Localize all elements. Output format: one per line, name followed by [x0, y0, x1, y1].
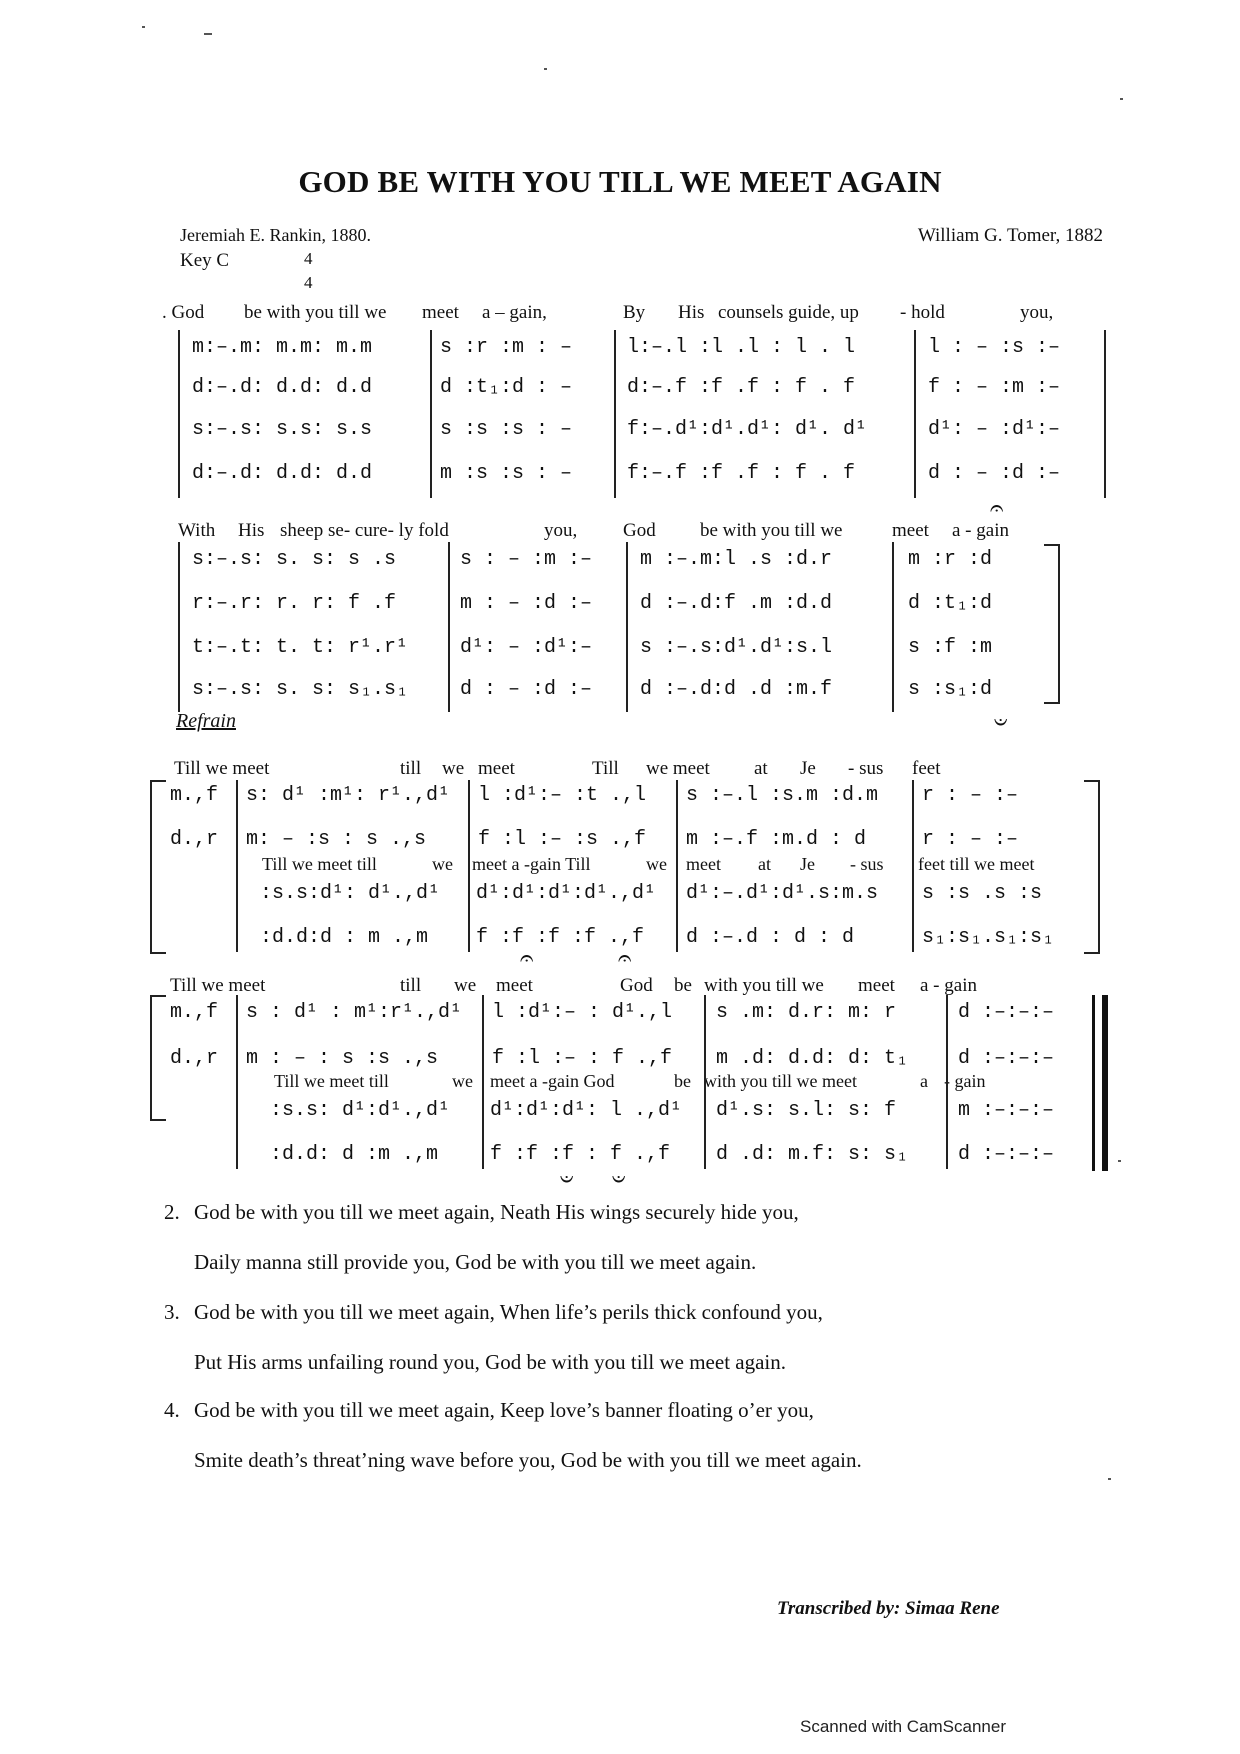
transcribed-credit: Transcribed by: Simaa Rene: [777, 1598, 1000, 1619]
composer-credit: William G. Tomer, 1882: [917, 225, 1103, 246]
lyric: Till we meet till: [262, 854, 377, 874]
lyric: counsels guide, up: [718, 302, 859, 323]
measure: l :d¹:– : d¹.,l: [492, 1001, 673, 1024]
barline: [676, 780, 678, 952]
barline: [430, 330, 432, 498]
measure: d¹.s: s.l: s: f: [716, 1099, 897, 1122]
lyric: - sus: [848, 758, 884, 779]
barline: [236, 780, 238, 952]
scan-speck: [1118, 1160, 1121, 1162]
lyric: feet till we meet: [918, 854, 1035, 874]
measure: d :–:–:–: [958, 1047, 1055, 1070]
measure: d :t₁:d : –: [440, 376, 573, 399]
lyric: we: [454, 975, 477, 996]
measure: s :s₁:d: [908, 678, 993, 701]
lyric: meet: [496, 975, 533, 996]
soprano-row: [0, 1001, 1240, 1031]
barline: [1104, 330, 1106, 498]
lyric: God: [620, 975, 653, 996]
measure: s :s .s :s: [922, 882, 1043, 905]
lyric: By: [623, 302, 646, 323]
scan-speck: [1120, 98, 1123, 100]
barline: [236, 995, 238, 1169]
lyric: be: [674, 975, 692, 996]
lyric: you,: [1020, 302, 1054, 323]
measure: l :d¹:– :t .,l: [478, 784, 647, 807]
lyric: Till we meet: [170, 975, 266, 996]
repeat-bracket: [1084, 780, 1100, 954]
measure: s :–.l :s.m :d.m: [686, 784, 879, 807]
measure: d :–.d:f .m :d.d: [640, 592, 833, 615]
verse-line: Put His arms unfailing round you, God be with you till we meet again.: [194, 1350, 786, 1374]
measure: s:–.s: s. s: s₁.s₁: [192, 678, 409, 701]
measure: s : – :m :–: [460, 548, 593, 571]
lyric: Till we meet: [174, 758, 270, 779]
lyrics-row: [0, 520, 1240, 546]
fermata-icon: 𝄐: [990, 494, 1004, 522]
measure: f :l :– :s .,f: [478, 828, 647, 851]
measure: m :–.m:l .s :d.r: [640, 548, 833, 571]
measure: t:–.t: t. t: r¹.r¹: [192, 636, 409, 659]
measure: r:–.r: r. r: f .f: [192, 592, 397, 615]
measure: d :–:–:–: [958, 1143, 1055, 1166]
barline: [912, 780, 914, 952]
scanner-watermark: Scanned with CamScanner: [800, 1717, 1007, 1736]
verse-number: 2.: [164, 1200, 180, 1224]
lyric: with you till we: [704, 975, 824, 996]
alto-row: [0, 376, 1240, 406]
measure: m.,f: [170, 1001, 219, 1024]
measure: d.,r: [170, 1047, 219, 1070]
soprano-row: [0, 336, 1240, 366]
verse-line: Daily manna still provide you, God be with you till we meet again.: [194, 1250, 757, 1274]
measure: f:–.d¹:d¹.d¹: d¹. d¹: [627, 418, 868, 441]
lyrics-row: [0, 302, 1240, 328]
lyric: . God: [162, 302, 205, 323]
barline: [704, 995, 706, 1169]
lyric: His: [238, 520, 265, 541]
lyric: be with you till we: [244, 302, 387, 323]
measure: d¹:–.d¹:d¹.s:m.s: [686, 882, 879, 905]
barline: [914, 330, 916, 498]
lyrics-row-middle: [0, 854, 1240, 880]
lyric: meet: [422, 302, 459, 323]
lyricist-credit: Jeremiah E. Rankin, 1880.: [180, 225, 371, 245]
lyric: a - gain: [952, 520, 1009, 541]
barline: [946, 995, 948, 1169]
lyric: Je: [800, 758, 816, 779]
lyric: we meet: [646, 758, 710, 779]
lyric: till: [400, 758, 422, 779]
lyric: be with you till we: [700, 520, 843, 541]
measure: :s.s: d¹:d¹.,d¹: [270, 1099, 451, 1122]
barline: [482, 995, 484, 1169]
measure: m :r :d: [908, 548, 993, 571]
lyric: - sus: [850, 854, 884, 874]
fermata-icon: 𝄑: [560, 1165, 574, 1193]
tenor-row: [0, 418, 1240, 448]
measure: d :–:–:–: [958, 1001, 1055, 1024]
lyric: at: [758, 854, 771, 874]
lyric: With: [178, 520, 216, 541]
time-signature-top: 4: [304, 249, 313, 268]
measure: d .d: m.f: s: s₁: [716, 1143, 909, 1166]
measure: d¹:d¹:d¹: l .,d¹: [490, 1099, 683, 1122]
lyric: till: [400, 975, 422, 996]
measure: d¹: – :d¹:–: [928, 418, 1061, 441]
barline: [448, 542, 450, 712]
lyrics-row-middle: [0, 1071, 1240, 1097]
measure: m.,f: [170, 784, 219, 807]
measure: m : – : s :s .,s: [246, 1047, 439, 1070]
fermata-icon: 𝄑: [994, 708, 1008, 736]
measure: m :–.f :m.d : d: [686, 828, 867, 851]
measure: m : – :d :–: [460, 592, 593, 615]
lyric: meet: [858, 975, 895, 996]
measure: r : – :–: [922, 828, 1019, 851]
lyric: meet: [892, 520, 929, 541]
repeat-bracket: [1044, 544, 1060, 704]
final-barline: [1092, 995, 1095, 1171]
barline: [178, 542, 180, 712]
measure: :d.d: d :m .,m: [270, 1143, 439, 1166]
measure: d : – :d :–: [460, 678, 593, 701]
measure: s :–.s:d¹.d¹:s.l: [640, 636, 833, 659]
measure: d:–.f :f .f : f . f: [627, 376, 856, 399]
measure: d¹:d¹:d¹:d¹.,d¹: [476, 882, 657, 905]
lyric: a - gain: [920, 975, 977, 996]
lyric: Till we meet till: [274, 1071, 389, 1091]
measure: f:–.f :f .f : f . f: [627, 462, 856, 485]
refrain-label: Refrain: [176, 710, 236, 732]
measure: s :s :s : –: [440, 418, 573, 441]
measure: m:–.m: m.m: m.m: [192, 336, 373, 359]
measure: m :s :s : –: [440, 462, 573, 485]
time-signature-bottom: 4: [304, 273, 313, 292]
verse-line: God be with you till we meet again, When life’s perils thick confound you,: [194, 1300, 823, 1324]
repeat-bracket: [150, 995, 166, 1121]
barline: [892, 542, 894, 712]
measure: :s.s:d¹: d¹.,d¹: [260, 882, 441, 905]
verse-line: God be with you till we meet again, Keep love’s banner floating o’er you,: [194, 1398, 814, 1422]
tenor-row: [0, 882, 1240, 912]
lyric: feet: [912, 758, 941, 779]
measure: s₁:s₁.s₁:s₁: [922, 926, 1055, 949]
barline: [626, 542, 628, 712]
measure: f :f :f :f .,f: [476, 926, 645, 949]
verse-number: 3.: [164, 1300, 180, 1324]
lyric: sheep se- cure- ly fold: [280, 520, 449, 541]
measure: m :–:–:–: [958, 1099, 1055, 1122]
time-signature: [304, 247, 313, 295]
bass-row: [0, 462, 1240, 492]
lyric: a: [920, 1071, 928, 1091]
measure: s :f :m: [908, 636, 993, 659]
lyric: be: [674, 1071, 691, 1091]
measure: s: d¹ :m¹: r¹.,d¹: [246, 784, 451, 807]
fermata-icon: 𝄑: [612, 1165, 626, 1193]
measure: d :–.d : d : d: [686, 926, 855, 949]
barline: [614, 330, 616, 498]
lyric: Till: [592, 758, 619, 779]
measure: s:–.s: s.s: s.s: [192, 418, 373, 441]
scan-speck: [544, 68, 547, 70]
measure: :d.d:d : m .,m: [260, 926, 429, 949]
verse-line: Smite death’s threat’ning wave before you, God be with you till we meet again.: [194, 1448, 862, 1472]
measure: s:–.s: s. s: s .s: [192, 548, 397, 571]
scan-speck: [142, 26, 145, 28]
lyric: God: [623, 520, 656, 541]
barline: [178, 330, 180, 498]
measure: f :l :– : f .,f: [492, 1047, 673, 1070]
lyric: meet: [478, 758, 515, 779]
key-signature: Key C: [180, 250, 230, 271]
verse-number: 4.: [164, 1398, 180, 1422]
lyric: - gain: [944, 1071, 986, 1091]
lyric: meet: [686, 854, 721, 874]
measure: l:–.l :l .l : l . l: [627, 336, 856, 359]
measure: d :–.d:d .d :m.f: [640, 678, 833, 701]
barline: [468, 780, 470, 952]
verse-line: God be with you till we meet again, Neath His wings securely hide you,: [194, 1200, 799, 1224]
scan-speck: [1108, 1478, 1111, 1480]
repeat-bracket: [150, 780, 166, 954]
measure: d.,r: [170, 828, 219, 851]
measure: f :f :f : f .,f: [490, 1143, 671, 1166]
measure: m .d: d.d: d: t₁: [716, 1047, 909, 1070]
lyrics-row-top: [0, 975, 1240, 1001]
lyric: you,: [544, 520, 578, 541]
measure: l : – :s :–: [928, 336, 1061, 359]
fermata-icon: 𝄐: [618, 944, 632, 972]
measure: d:–.d: d.d: d.d: [192, 462, 373, 485]
soprano-row: [0, 784, 1240, 814]
lyric: we: [442, 758, 465, 779]
measure: s : d¹ : m¹:r¹.,d¹: [246, 1001, 463, 1024]
tenor-row: [0, 1099, 1240, 1129]
lyric: we: [646, 854, 667, 874]
final-barline-thick: [1102, 995, 1108, 1171]
page-title: GOD BE WITH YOU TILL WE MEET AGAIN: [298, 164, 942, 199]
lyric: His: [678, 302, 705, 323]
lyric: we: [432, 854, 453, 874]
lyric: Je: [800, 854, 815, 874]
measure: d¹: – :d¹:–: [460, 636, 593, 659]
measure: f : – :m :–: [928, 376, 1061, 399]
lyric: with you till we meet: [704, 1071, 857, 1091]
lyric: at: [754, 758, 768, 779]
fermata-icon: 𝄐: [520, 944, 534, 972]
lyric: - hold: [900, 302, 945, 323]
scan-speck: [204, 33, 212, 35]
lyric: meet a -gain Till: [472, 854, 591, 874]
measure: d : – :d :–: [928, 462, 1061, 485]
measure: d :t₁:d: [908, 592, 993, 615]
lyric: a – gain,: [482, 302, 547, 323]
lyrics-row-top: [0, 758, 1240, 784]
measure: d:–.d: d.d: d.d: [192, 376, 373, 399]
measure: m: – :s : s .,s: [246, 828, 427, 851]
lyric: we: [452, 1071, 473, 1091]
measure: s .m: d.r: m: r: [716, 1001, 897, 1024]
measure: s :r :m : –: [440, 336, 573, 359]
measure: r : – :–: [922, 784, 1019, 807]
lyric: meet a -gain God: [490, 1071, 615, 1091]
